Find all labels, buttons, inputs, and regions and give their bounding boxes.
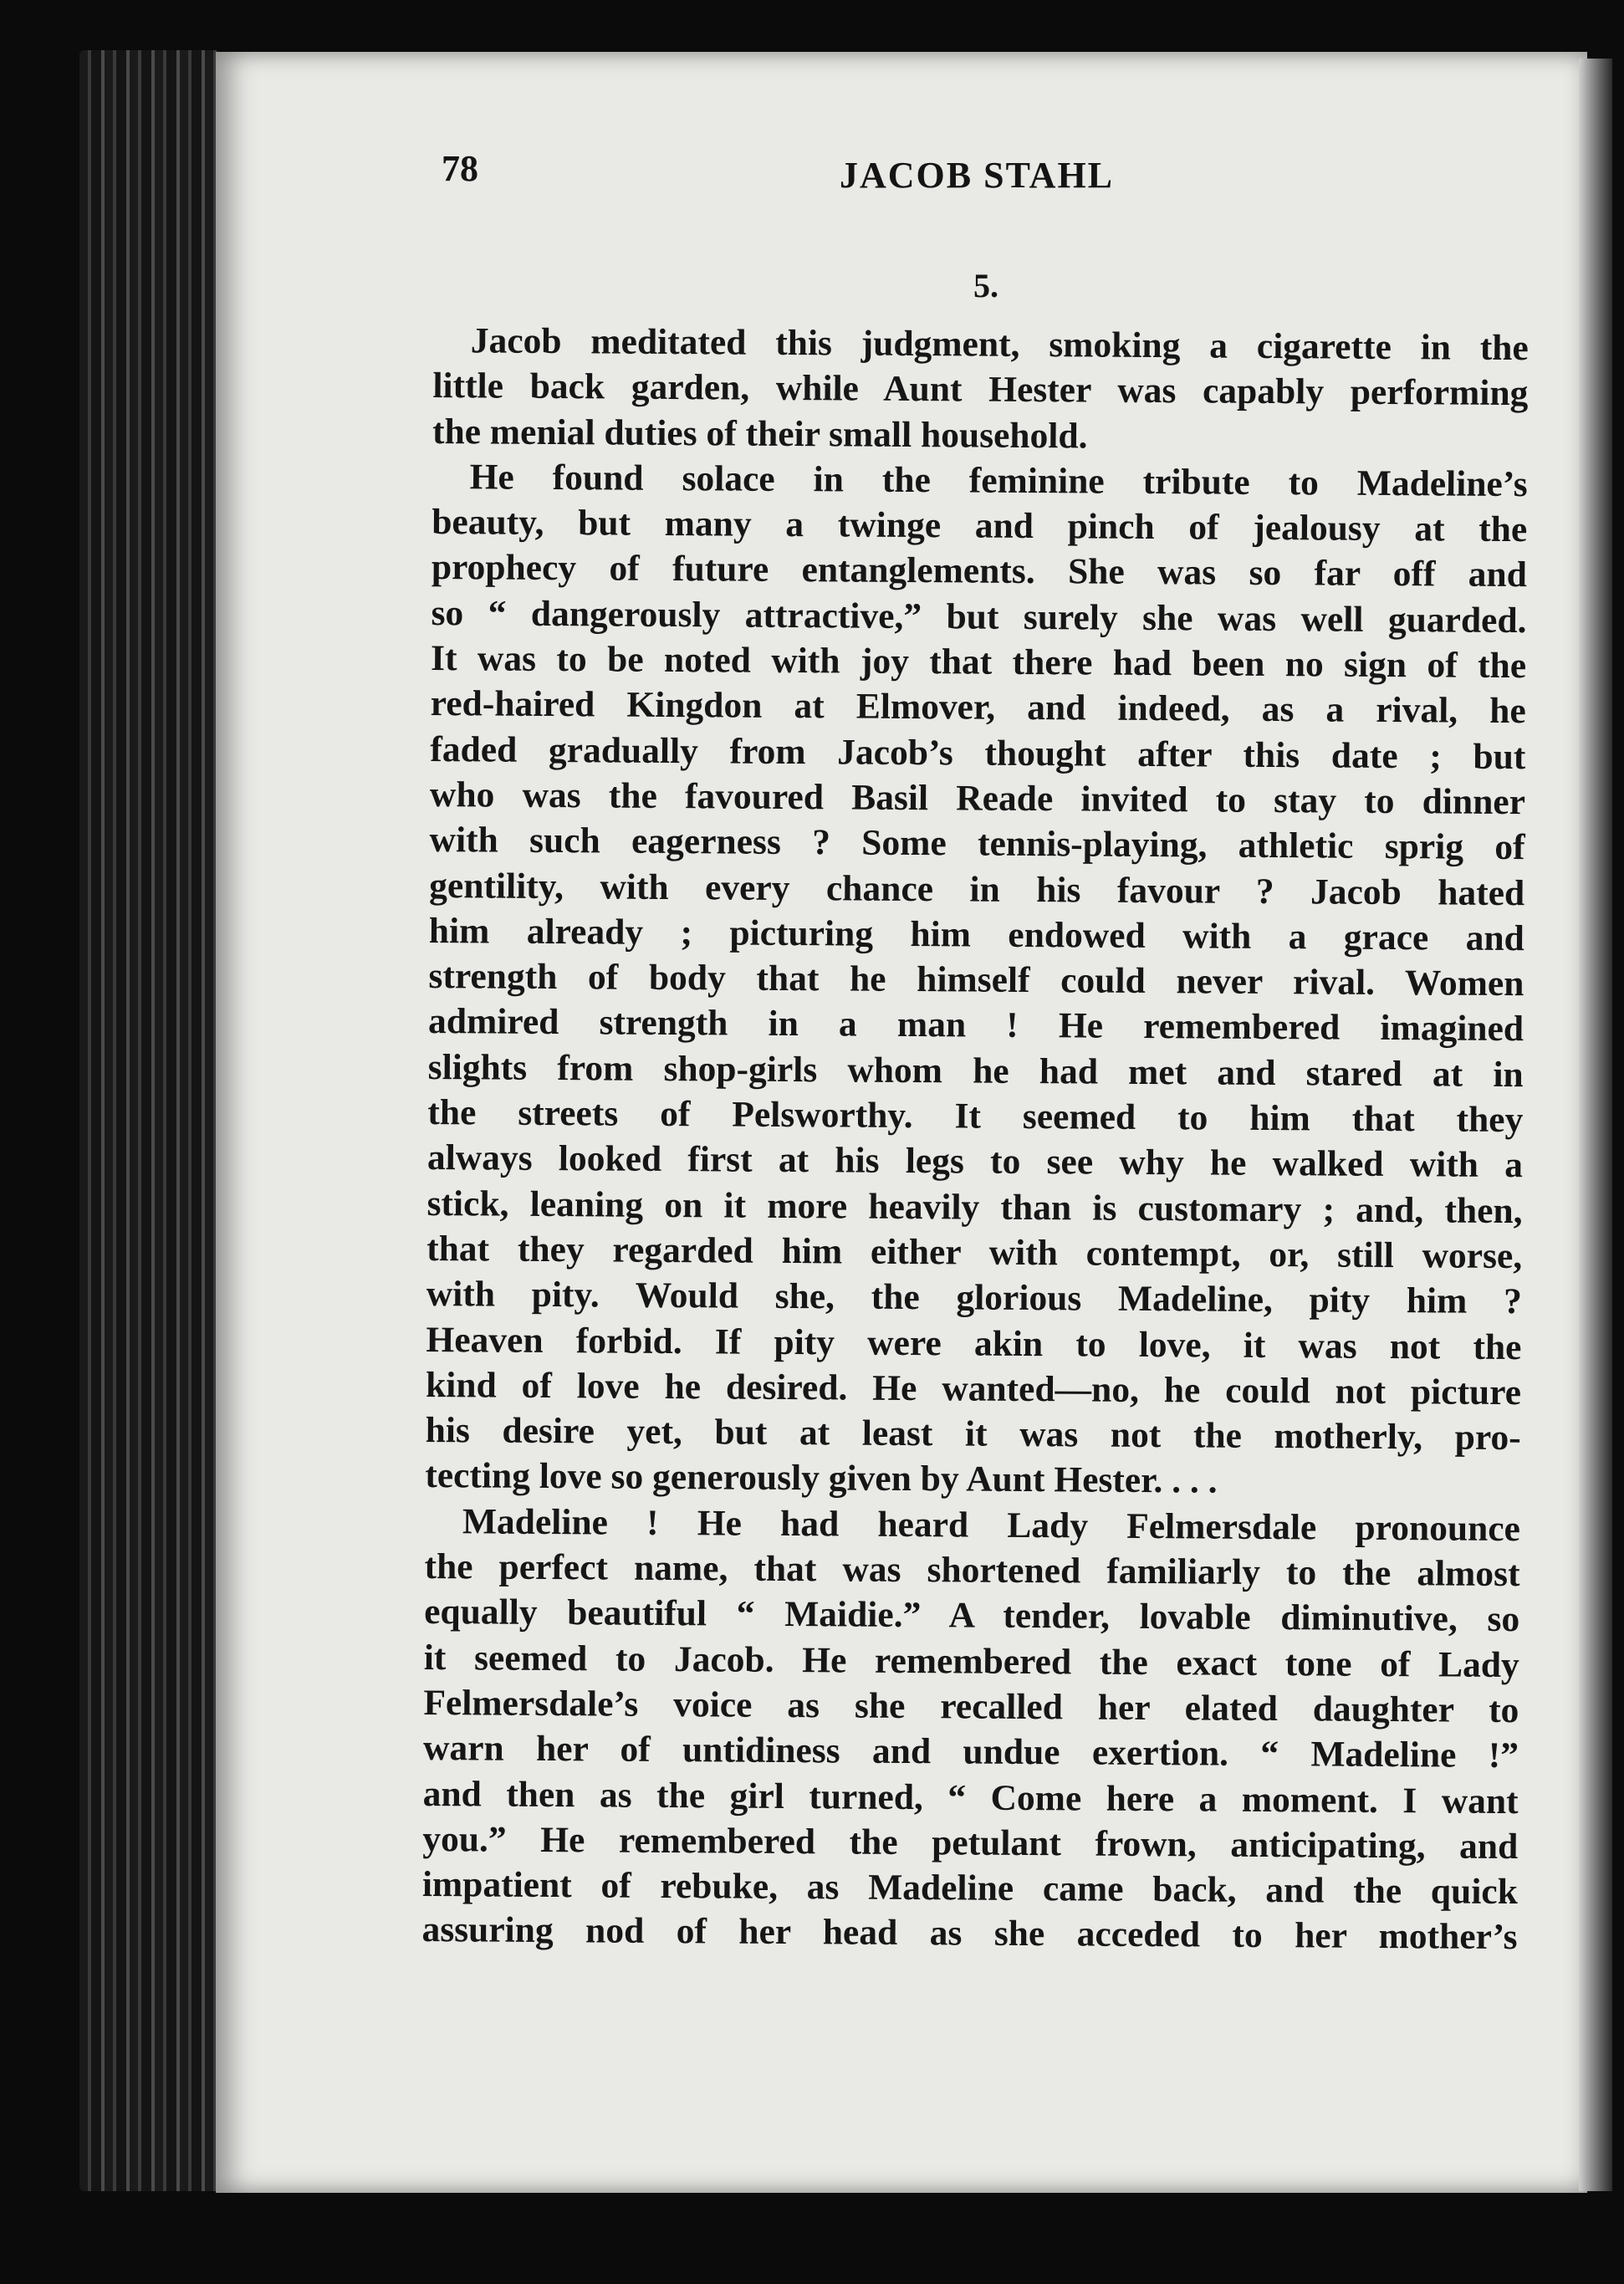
- text-line: kind of love he desired. He wanted—no, he could not picture: [425, 1364, 1522, 1413]
- text-line: warn her of untidiness and undue exertion. “ Madeline !”: [422, 1728, 1519, 1776]
- text-line: Felmersdale’s voice as she recalled her elated daughter to: [423, 1682, 1519, 1731]
- text-line: with pity. Would she, the glorious Madeline, pity him ?: [426, 1274, 1522, 1322]
- text-line: his desire yet, but at least it was not the motherly, pro-: [425, 1410, 1521, 1459]
- text-line: faded gradually from Jacob’s thought after this date ; but: [430, 728, 1526, 777]
- text-line: equally beautiful “ Maidie.” A tender, lovable diminutive, so: [424, 1592, 1520, 1640]
- running-head-title: JACOB STAHL: [840, 155, 1115, 196]
- text-line: red-haired Kingdon at Elmover, and indeed, as a rival, he: [430, 683, 1526, 732]
- text-line: Heaven forbid. If pity were akin to love, it was not the: [426, 1319, 1522, 1367]
- text-line: with such eagerness ? Some tennis-playing, athletic sprig of: [429, 820, 1525, 868]
- text-line: It was to be noted with joy that there had been no sign of the: [430, 638, 1527, 687]
- text-line: the menial duties of their small household.: [432, 411, 1088, 457]
- text-line: Jacob meditated this judgment, smoking a cigarette in the: [470, 320, 1529, 369]
- book-spine-edge: [79, 50, 222, 2191]
- text-line: beauty, but many a twinge and pinch of jealousy at the: [432, 502, 1528, 550]
- page-fore-edge: [1579, 59, 1612, 2191]
- section-number: 5.: [973, 267, 998, 304]
- text-line: strength of body that he himself could never rival. Women: [428, 956, 1524, 1004]
- text-line: admired strength in a man ! He remembered imagined: [427, 1001, 1524, 1050]
- text-line: stick, leaning on it more heavily than is customary ; and, then,: [426, 1183, 1523, 1231]
- text-line: the streets of Pelsworthy. It seemed to him that they: [427, 1092, 1524, 1141]
- page-number: 78: [442, 148, 478, 189]
- text-line: and then as the girl turned, “ Come here a moment. I want: [422, 1773, 1519, 1822]
- text-line: little back garden, while Aunt Hester was capably performing: [432, 365, 1529, 414]
- text-line: you.” He remembered the petulant frown, anticipating, and: [422, 1818, 1519, 1867]
- text-line: assuring nod of her head as she acceded to her mother’s: [421, 1909, 1518, 1958]
- text-line: slights from shop-girls whom he had met and stared at in: [427, 1046, 1524, 1095]
- text-line: gentility, with every chance in his favour ? Jacob hated: [429, 865, 1525, 913]
- body-text: [421, 318, 1529, 1960]
- text-line: impatient of rebuke, as Madeline came back, and the quick: [421, 1864, 1519, 1913]
- text-line: He found solace in the feminine tribute to Madeline’s: [469, 457, 1528, 505]
- text-line: tecting love so generously given by Aunt Hester. . . .: [425, 1455, 1218, 1502]
- text-line: who was the favoured Basil Reade invited to stay to dinner: [429, 774, 1526, 823]
- text-line: prophecy of future entanglements. She was so far off and: [431, 547, 1528, 595]
- text-line: the perfect name, that was shortened familiarly to the almost: [424, 1546, 1520, 1595]
- text-line: that they regarded him either with contempt, or, still worse,: [426, 1228, 1523, 1277]
- text-line: so “ dangerously attractive,” but surely she was well guarded.: [431, 592, 1527, 641]
- text-line: him already ; picturing him endowed with a grace and: [428, 910, 1525, 958]
- text-line: it seemed to Jacob. He remembered the exact tone of Lady: [423, 1637, 1519, 1685]
- text-line: Madeline ! He had heard Lady Felmersdale pronounce: [462, 1500, 1521, 1549]
- text-line: always looked first at his legs to see why he walked with a: [426, 1137, 1524, 1186]
